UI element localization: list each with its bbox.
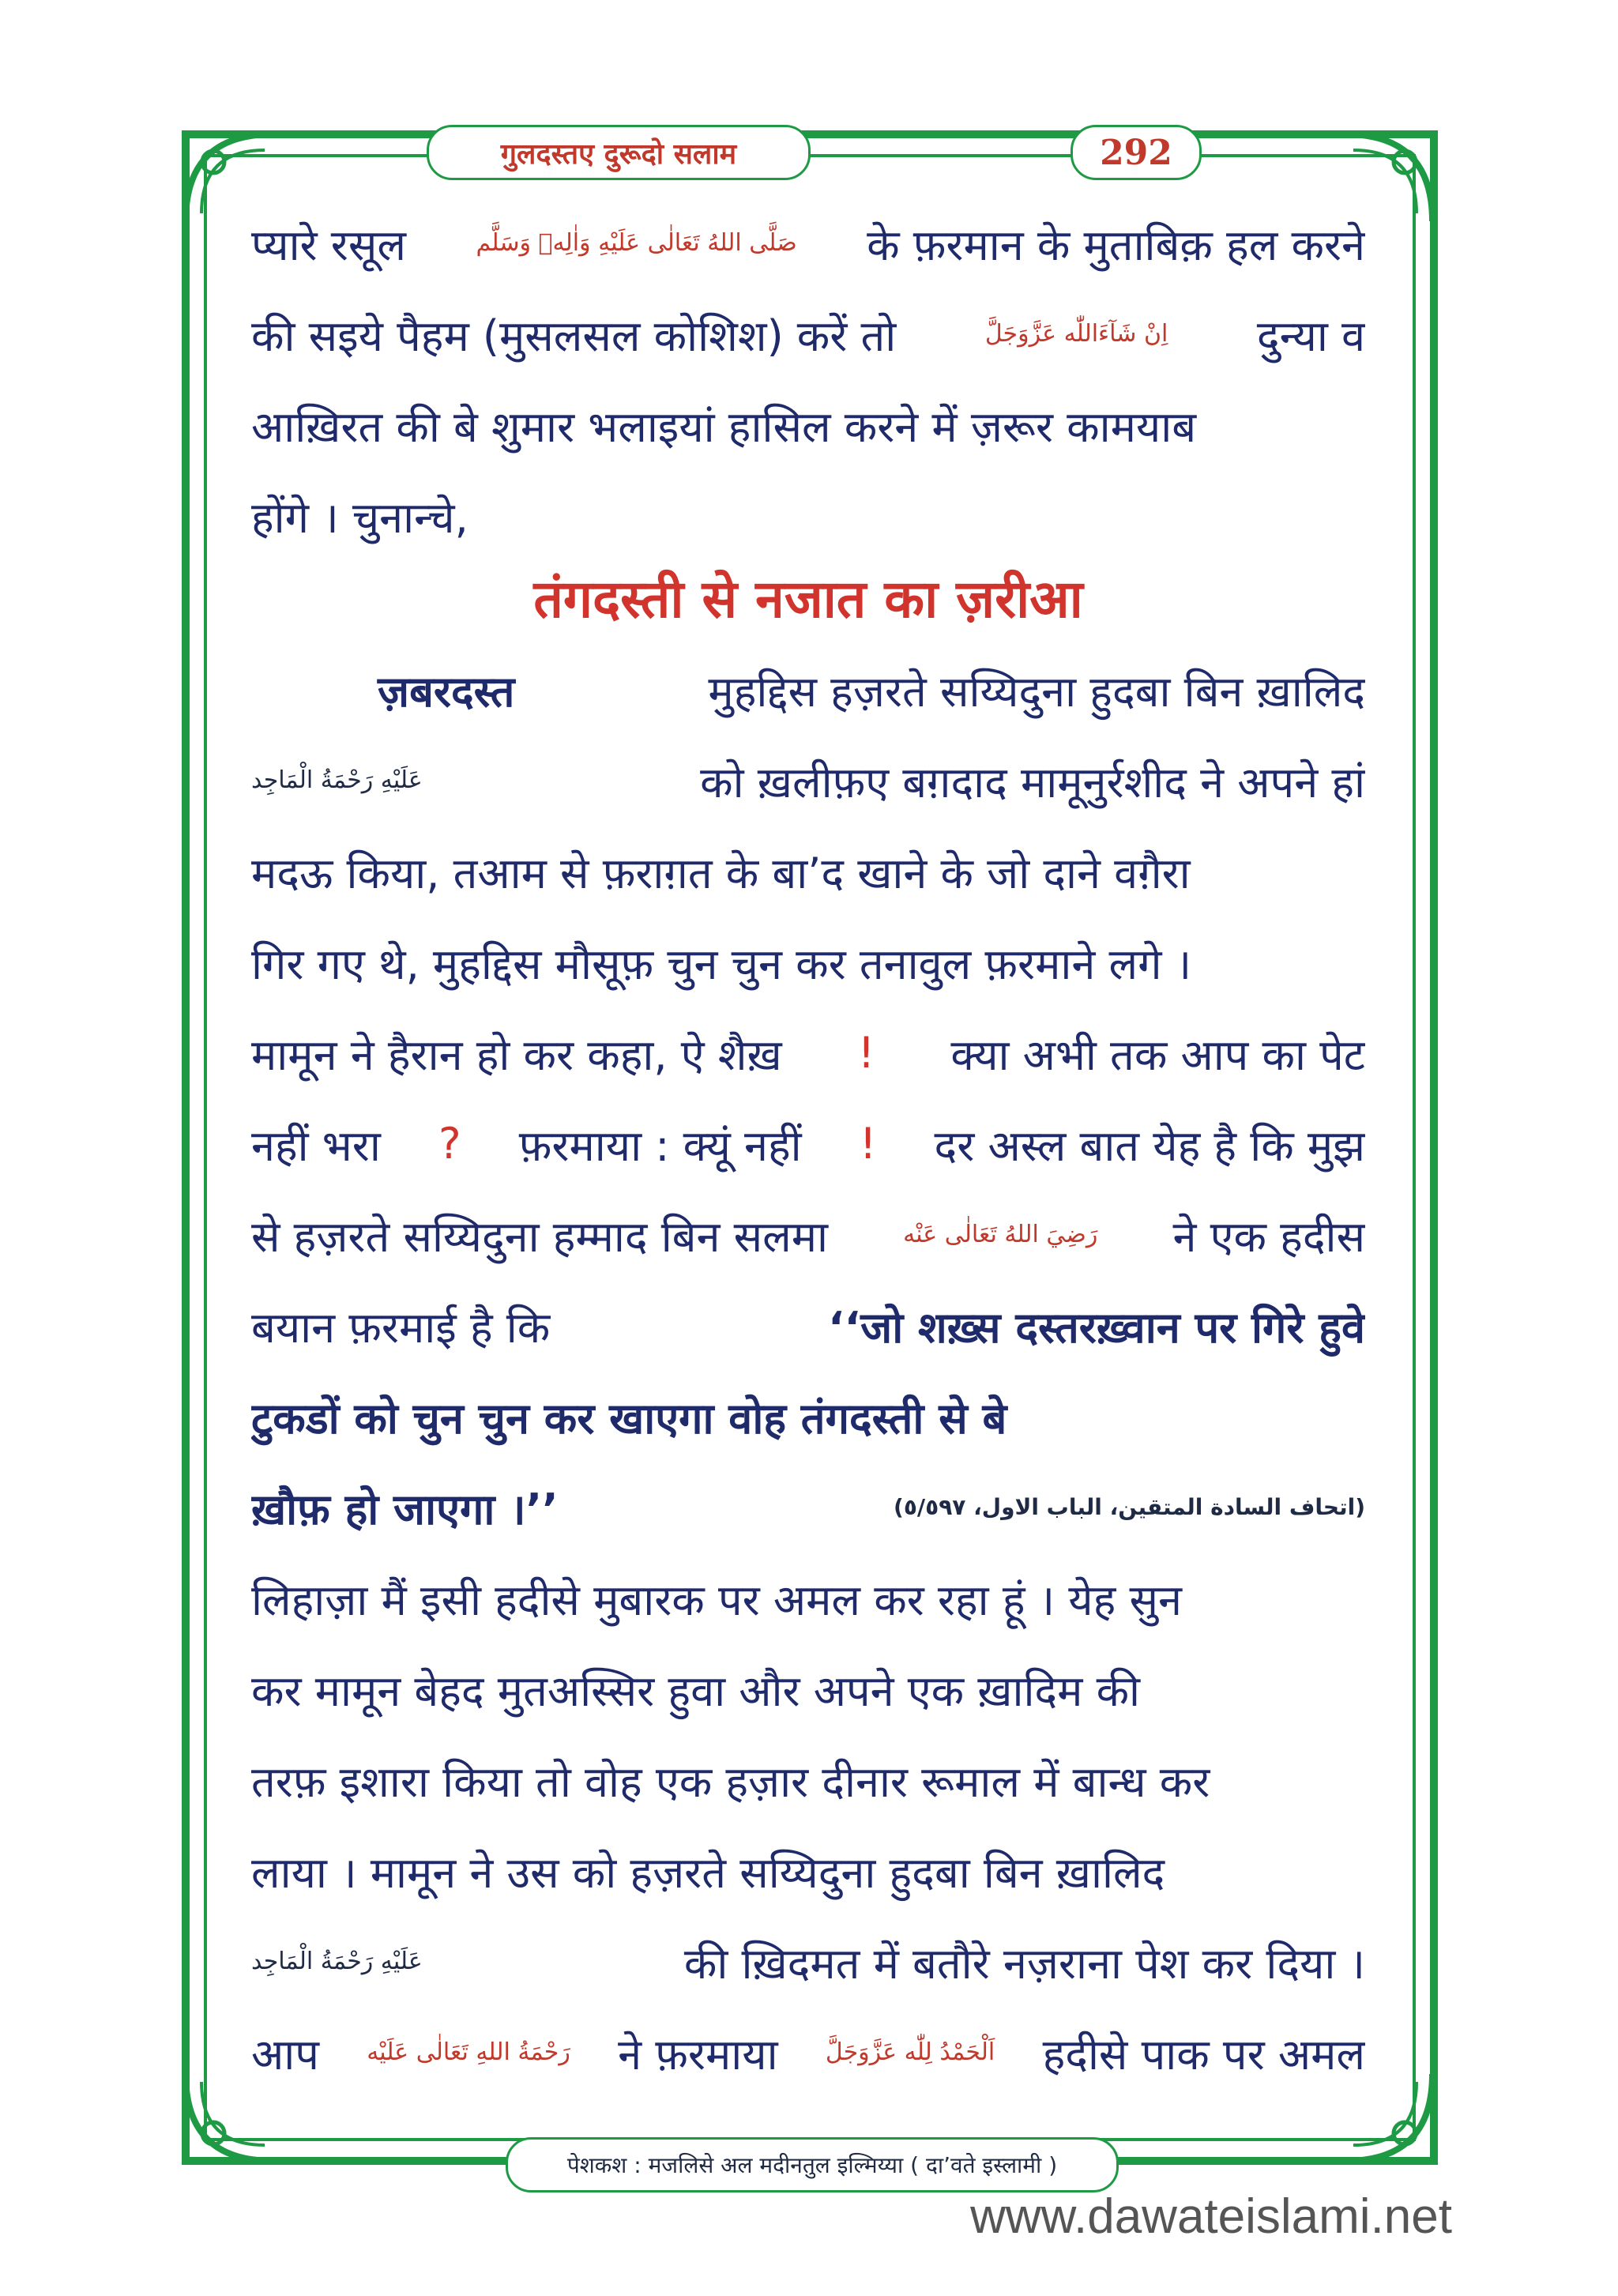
- arabic-phrase: اَلْحَمْدُ لِلّٰه عَزَّوَجَلَّ: [825, 2038, 995, 2066]
- arabic-salutation: صَلَّى اللهُ تَعَالٰى عَلَيْهِ وَاٰلِهٖ وَسَلَّم: [476, 229, 797, 257]
- text-line: ख़ौफ़ हो जाएगा ।’’ (اتحاف السادة المتقين، الباب الاول، ٥/٥٩٧): [251, 1484, 1365, 1534]
- page-number: 292: [1071, 125, 1202, 180]
- text-line: टुकडों को चुन चुन कर खाएगा वोह तंगदस्ती से बे: [251, 1393, 1007, 1443]
- publisher-credit: पेशकश : मजलिसे अल मदीनतुल इल्मिय्या ( दा’वते इस्लामी ): [506, 2137, 1119, 2192]
- text-line: आप رَحْمَةُ اللهِ تَعَالٰى عَلَيْه ने फ़रमाया اَلْحَمْدُ لِلّٰه عَزَّوَجَلَّ हदीसे पाक पर अमल: [251, 2029, 1365, 2080]
- paragraph-story: [251, 644, 1365, 2098]
- citation: (اتحاف السادة المتقين، الباب الاول، ٥/٥٩٧): [894, 1494, 1365, 1520]
- text-line: मदऊ किया, तआम से फ़राग़त के बा’द खाने के जो दाने वग़ैरा: [251, 848, 1191, 898]
- text-line: होंगे । चुनान्चे,: [251, 492, 468, 543]
- text-line: गिर गए थे, मुहद्दिस मौसूफ़ चुन चुन कर तनावुल फ़रमाने लगे ।: [251, 939, 1192, 989]
- text-line: प्यारे रसूल صَلَّى اللهُ تَعَالٰى عَلَيْهِ وَاٰلِهٖ وَسَلَّم के फ़रमान के मुताबिक़ हल करने: [251, 220, 1365, 270]
- text-line: عَلَيْهِ رَحْمَةُ الْمَاجِد की ख़िदमत में बतौरे नज़राना पेश कर दिया ।: [251, 1938, 1365, 1989]
- text-line: की सइये पैहम (मुसलसल कोशिश) करें तो اِنْ شَآءَاللّٰه عَزَّوَجَلَّ दुन्या व: [251, 311, 1365, 361]
- text-line: लाया । मामून ने उस को हज़रते सय्यिदुना हुदबा बिन ख़ालिद: [251, 1847, 1165, 1898]
- arabic-phrase: رَضِيَ اللهُ تَعَالٰى عَنْه: [903, 1221, 1098, 1248]
- text-line: बयान फ़रमाई है कि ‘‘जो शख़्स दस्तरख़्वान पर गिरे हुवे: [251, 1302, 1365, 1353]
- text-line: मामून ने हैरान हो कर कहा, ऐ शैख़ ! क्या अभी तक आप का पेट: [251, 1028, 1365, 1080]
- arabic-phrase: اِنْ شَآءَاللّٰه عَزَّوَجَلَّ: [984, 320, 1168, 348]
- paragraph-intro: [251, 198, 1365, 561]
- text-line: कर मामून बेहद मुतअस्सिर हुवा और अपने एक ख़ादिम की: [251, 1666, 1141, 1716]
- text-line: लिहाज़ा मैं इसी हदीसे मुबारक पर अमल कर रहा हूं । येह सुन: [251, 1575, 1182, 1625]
- text-line: عَلَيْهِ رَحْمَةُ الْمَاجِد को ख़लीफ़ए बग़दाद मामूनुर्रशीद ने अपने हां: [251, 757, 1365, 807]
- arabic-phrase: عَلَيْهِ رَحْمَةُ الْمَاجِد: [251, 1948, 423, 1975]
- text-line: नहीं भरा ? फ़रमाया : क्यूं नहीं ! दर अस्ल बात येह है कि मुझ: [251, 1119, 1365, 1171]
- website-url[interactable]: www.dawateislami.net: [970, 2189, 1452, 2244]
- section-heading: तंगदस्ती से नजात का ज़रीआ: [533, 568, 1083, 630]
- book-title: गुलदस्तए दुरूदो सलाम: [427, 125, 811, 180]
- text-line: ज़बरदस्त मुहद्दिस हज़रते सय्यिदुना हुदबा बिन ख़ालिद: [378, 666, 1365, 717]
- text-line: से हज़रते सय्यिदुना हम्माद बिन सलमा رَضِيَ اللهُ تَعَالٰى عَنْه ने एक हदीस: [251, 1211, 1365, 1262]
- text-line: आख़िरत की बे शुमार भलाइयां हासिल करने में ज़रूर कामयाब: [251, 401, 1197, 452]
- arabic-phrase: عَلَيْهِ رَحْمَةُ الْمَاجِد: [251, 766, 423, 794]
- text-line: तरफ़ इशारा किया तो वोह एक हज़ार दीनार रूमाल में बान्ध कर: [251, 1756, 1210, 1807]
- arabic-phrase: رَحْمَةُ اللهِ تَعَالٰى عَلَيْه: [367, 2038, 570, 2066]
